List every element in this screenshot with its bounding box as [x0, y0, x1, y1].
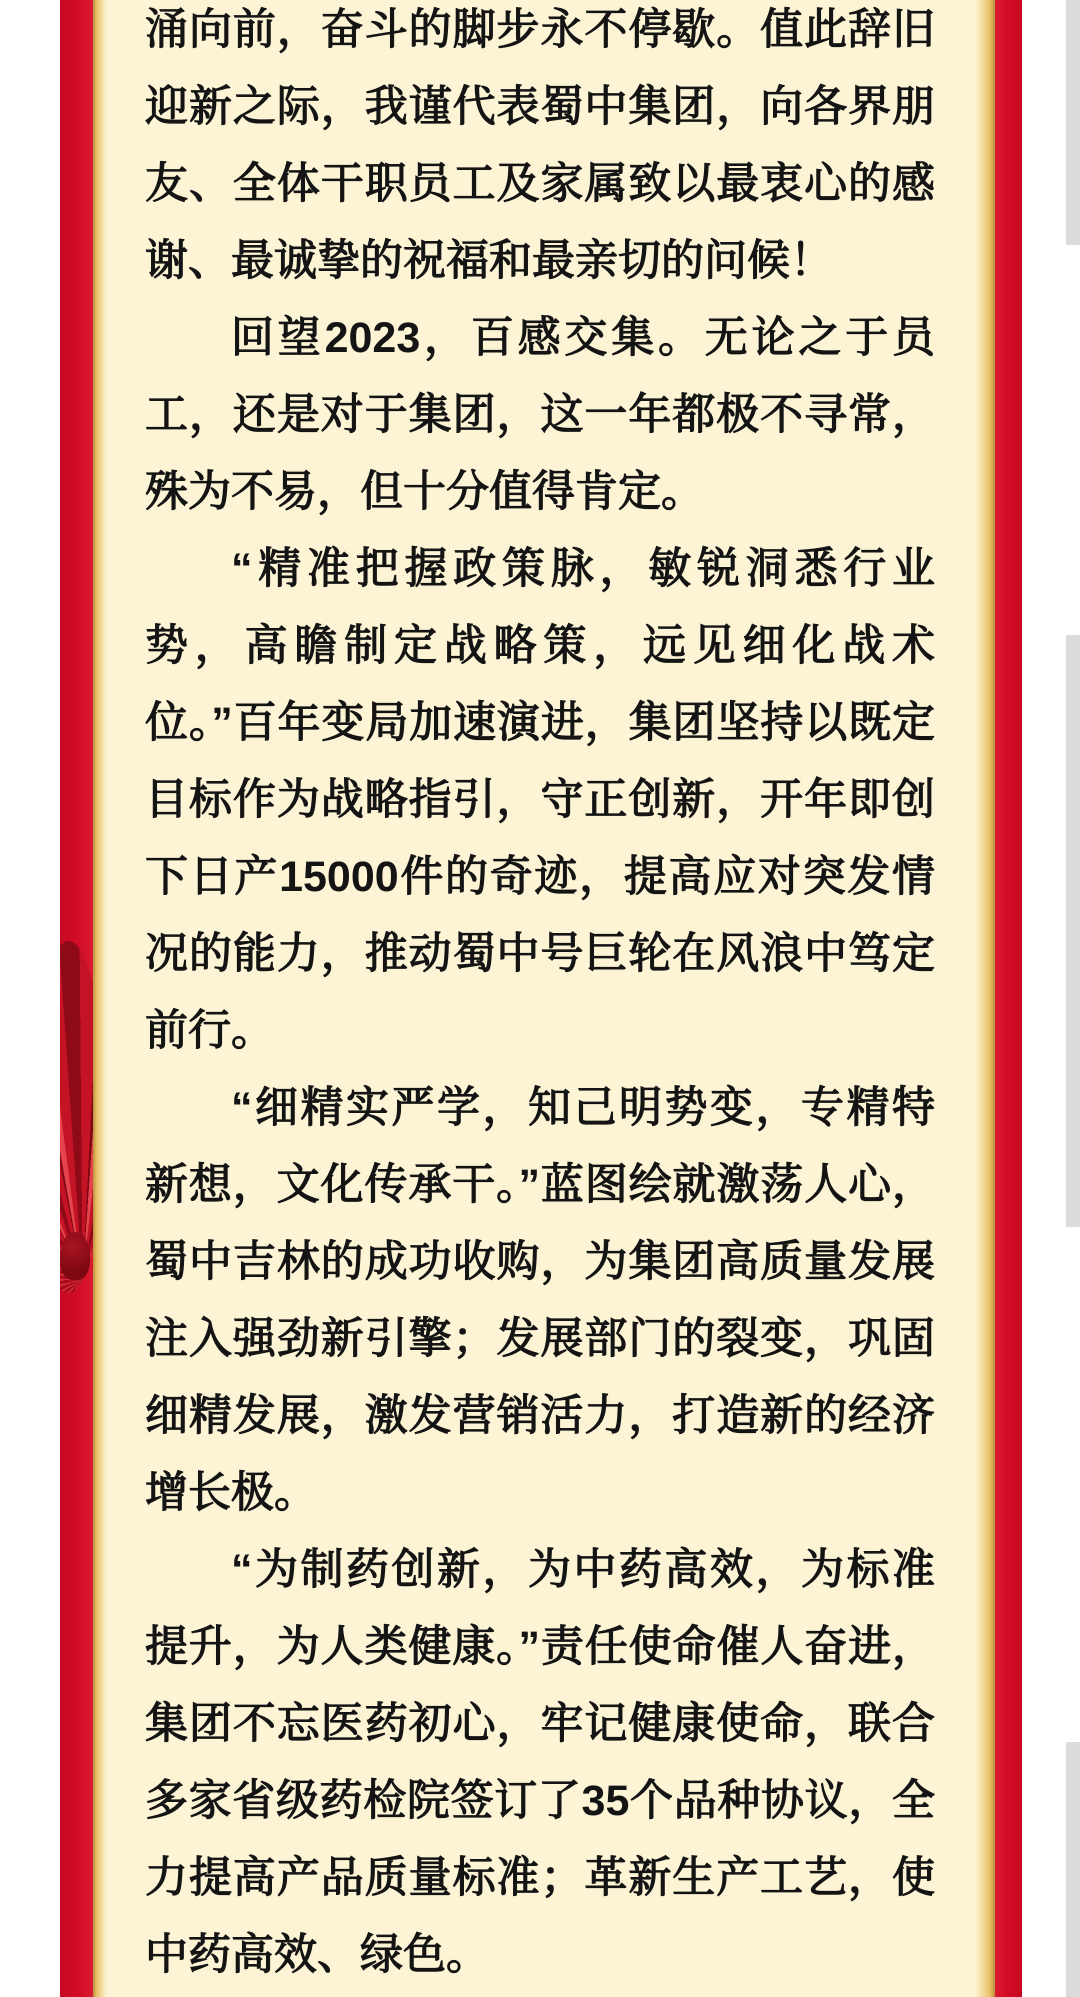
- paragraph-1: 涌向前，奋斗的脚步永不停歇。值此辞旧迎新之际，我谨代表蜀中集团，向各界朋友、全体干职员工及家属致以最衷心的感谢、最诚挚的祝福和最亲切的问候！: [145, 6, 935, 285]
- paragraph-4: “细精实严学，知己明势变，专精特新想，文化传承干。”蓝图绘就激荡人心，蜀中吉林的成功收购，为集团高质量发展注入强劲新引擎；发展部门的裂变，巩固细精发展，激发营销活力，打造新的经济增长极。: [145, 1084, 935, 1517]
- letter-body-text: [107, 0, 975, 1994]
- letter-paper: [107, 0, 975, 1997]
- paragraph-2: 回望2023，百感交集。无论之于员工，还是对于集团，这一年都极不寻常，殊为不易，但十分值得肯定。: [145, 314, 935, 516]
- scrollbar-thumb-1[interactable]: [1066, 0, 1080, 245]
- paragraph-5: “为制药创新，为中药高效，为标准提升，为人类健康。”责任使命催人奋进，集团不忘医药初心，牢记健康使命，联合多家省级药检院签订了35个品种协议，全力提高产品质量标准；革新生产工艺，使中药高效、绿色。: [145, 1546, 935, 1979]
- left-red-border-band: [60, 0, 93, 1997]
- folding-fan-hub-icon: [60, 1232, 90, 1280]
- scrollbar-thumb-2[interactable]: [1066, 635, 1080, 1227]
- left-gold-border: [93, 0, 107, 1997]
- right-gold-border: [975, 0, 995, 1997]
- right-red-border-band: [995, 0, 1022, 1997]
- scrollbar-thumb-3[interactable]: [1066, 1742, 1080, 1997]
- paragraph-3: “精准把握政策脉，敏锐洞悉行业势，高瞻制定战略策，远见细化战术位。”百年变局加速演进，集团坚持以既定目标作为战略指引，守正创新，开年即创下日产15000件的奇迹，提高应对突发情况的能力，推动蜀中号巨轮在风浪中笃定前行。: [145, 545, 935, 1055]
